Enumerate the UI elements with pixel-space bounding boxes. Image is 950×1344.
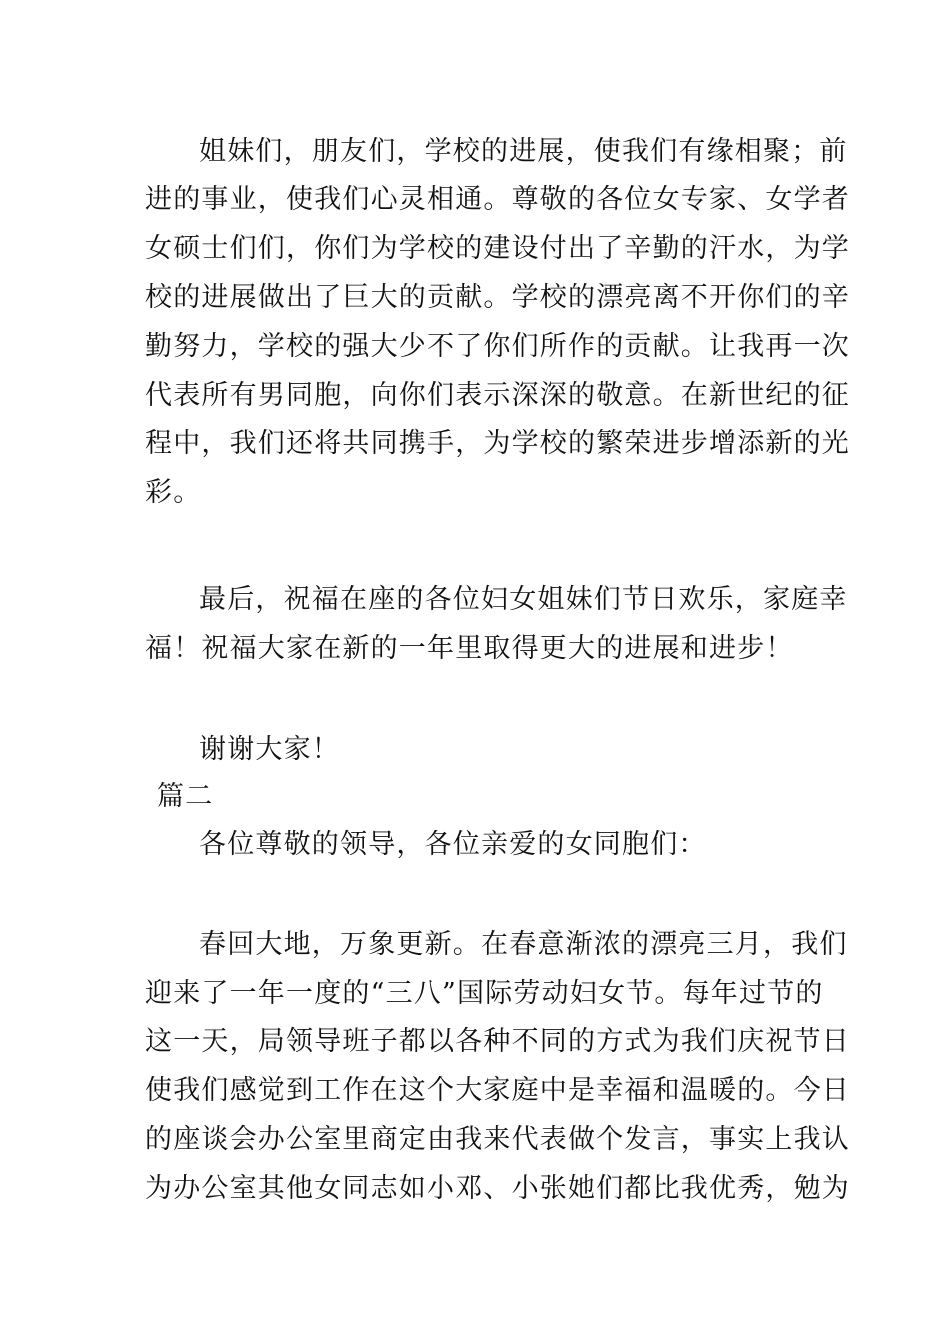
paragraph-line: 春回大地，万象更新。在春意渐浓的漂亮三月，我们 <box>199 929 848 960</box>
closing-text: 谢谢大家！ <box>199 734 340 765</box>
paragraph-line: 女硕士们们，你们为学校的建设付出了辛勤的汗水，为学 <box>145 233 850 264</box>
paragraph-line: 最后，祝福在座的各位妇女姐妹们节日欢乐，家庭幸 <box>199 584 848 615</box>
paragraph-line: 福！祝福大家在新的一年里取得更大的进展和进步！ <box>145 633 794 664</box>
paragraph-line: 代表所有男同胞，向你们表示深深的敬意。在新世纪的征 <box>145 380 850 411</box>
paragraph-line: 姐妹们，朋友们，学校的进展，使我们有缘相聚；前 <box>199 136 848 167</box>
paragraph-line: 校的进展做出了巨大的贡献。学校的漂亮离不开你们的辛 <box>145 282 850 313</box>
paragraph-line: 为办公室其他女同志如小邓、小张她们都比我优秀，勉为 <box>145 1173 850 1204</box>
paragraph-line: 使我们感觉到工作在这个大家庭中是幸福和温暖的。今日 <box>145 1075 850 1106</box>
section-heading: 篇二 <box>157 781 214 812</box>
paragraph-line: 彩。 <box>145 477 202 508</box>
salutation: 各位尊敬的领导，各位亲爱的女同胞们： <box>199 829 707 860</box>
paragraph-line: 这一天，局领导班子都以各种不同的方式为我们庆祝节日 <box>145 1026 850 1057</box>
paragraph-line: 迎来了一年一度的“三八”国际劳动妇女节。每年过节的 <box>145 978 824 1009</box>
paragraph-line: 进的事业，使我们心灵相通。尊敬的各位女专家、女学者 <box>145 184 850 215</box>
paragraph-line: 的座谈会办公室里商定由我来代表做个发言，事实上我认 <box>145 1124 850 1155</box>
paragraph-line: 程中，我们还将共同携手，为学校的繁荣进步增添新的光 <box>145 428 850 459</box>
paragraph-line: 勤努力，学校的强大少不了你们所作的贡献。让我再一次 <box>145 331 850 362</box>
